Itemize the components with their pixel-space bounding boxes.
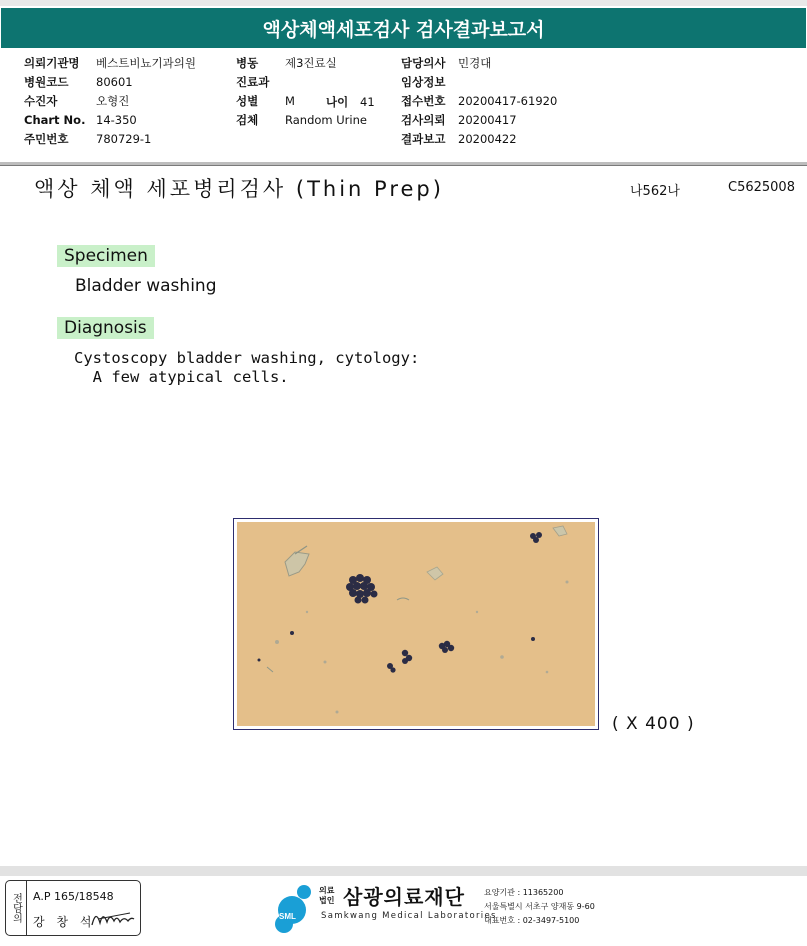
specimen-heading: Specimen	[57, 245, 155, 267]
header-row	[24, 73, 196, 92]
header-row	[236, 111, 367, 130]
field-label: 담당의사	[401, 56, 446, 70]
field-value: 41	[360, 95, 375, 109]
specimen-code: C5625008	[728, 180, 795, 195]
stamp-side-label: 전담의	[6, 881, 27, 935]
header-column-1	[24, 54, 196, 154]
footer-band	[0, 866, 807, 876]
header-column-3	[401, 54, 557, 154]
header-row	[24, 130, 196, 149]
top-frame	[0, 0, 807, 6]
field-label: 나이	[326, 95, 349, 109]
sml-logo	[270, 882, 318, 938]
header-divider-line	[0, 165, 807, 166]
field-value: 20200417-61920	[458, 94, 558, 108]
field-value: 20200417	[458, 113, 517, 127]
header-row	[236, 73, 367, 92]
header-row	[24, 54, 196, 73]
field-label: 검체	[236, 113, 259, 127]
field-value: 민경대	[458, 56, 492, 70]
org-phone: 대표번호 : 02-3497-5100	[484, 916, 580, 925]
field-value: 780729-1	[96, 132, 152, 146]
field-label: 진료과	[236, 75, 270, 89]
field-label: 주민번호	[24, 132, 69, 146]
pathologist-stamp	[5, 880, 141, 936]
org-english-name: Samkwang Medical Laboratories	[321, 911, 497, 921]
field-label: 성별	[236, 94, 259, 108]
logo-text: SML	[279, 912, 296, 921]
org-name: 삼광의료재단	[343, 885, 465, 909]
field-value: 80601	[96, 75, 133, 89]
document-title: 액상체액세포검사 검사결과보고서	[262, 18, 545, 41]
diagnosis-text: Cystoscopy bladder washing, cytology: A few atypical cells.	[74, 349, 420, 386]
header-row	[401, 92, 557, 111]
field-value: 베스트비뇨기과의원	[96, 56, 196, 70]
header-row	[401, 73, 557, 92]
micrograph-image	[233, 518, 599, 730]
magnification-label: ( X 400 )	[612, 714, 695, 734]
org-address: 서울특별시 서초구 양재동 9-60	[484, 902, 595, 911]
field-label: 병동	[236, 56, 259, 70]
report-title: 액상 체액 세포병리검사 (Thin Prep)	[34, 177, 444, 201]
pathologist-name: 강 창 석	[33, 915, 96, 929]
pathologist-license: A.P 165/18548	[33, 890, 114, 903]
org-type-label: 의료 법인	[319, 886, 335, 905]
field-label: 임상정보	[401, 75, 446, 89]
field-value: Random Urine	[285, 113, 367, 127]
micrograph-cells	[237, 522, 595, 726]
header-row	[401, 54, 557, 73]
header-row	[24, 92, 196, 111]
report-title-bar	[1, 8, 806, 48]
field-value: 오형진	[96, 94, 130, 108]
field-label: Chart No.	[24, 113, 86, 127]
field-label: 접수번호	[401, 94, 446, 108]
signature-icon	[90, 907, 136, 929]
header-row	[401, 111, 557, 130]
field-value: 14-350	[96, 113, 137, 127]
field-label: 검사의뢰	[401, 113, 446, 127]
header-row	[236, 54, 367, 73]
field-value: 제3진료실	[285, 56, 337, 70]
field-value: M	[285, 94, 295, 108]
header-row	[24, 111, 196, 130]
field-label: 결과보고	[401, 132, 446, 146]
field-label: 의뢰기관명	[24, 56, 80, 70]
field-label: 수진자	[24, 94, 58, 108]
specimen-value: Bladder washing	[75, 276, 217, 296]
sml-logo-icon	[270, 882, 318, 934]
org-info	[484, 886, 595, 928]
field-label: 병원코드	[24, 75, 69, 89]
field-value: 20200422	[458, 132, 517, 146]
org-code: 요양기관 : 11365200	[484, 888, 564, 897]
diagnosis-heading: Diagnosis	[57, 317, 154, 339]
header-row	[401, 130, 557, 149]
age-field	[326, 94, 375, 110]
report-code: 나562나	[630, 184, 680, 199]
